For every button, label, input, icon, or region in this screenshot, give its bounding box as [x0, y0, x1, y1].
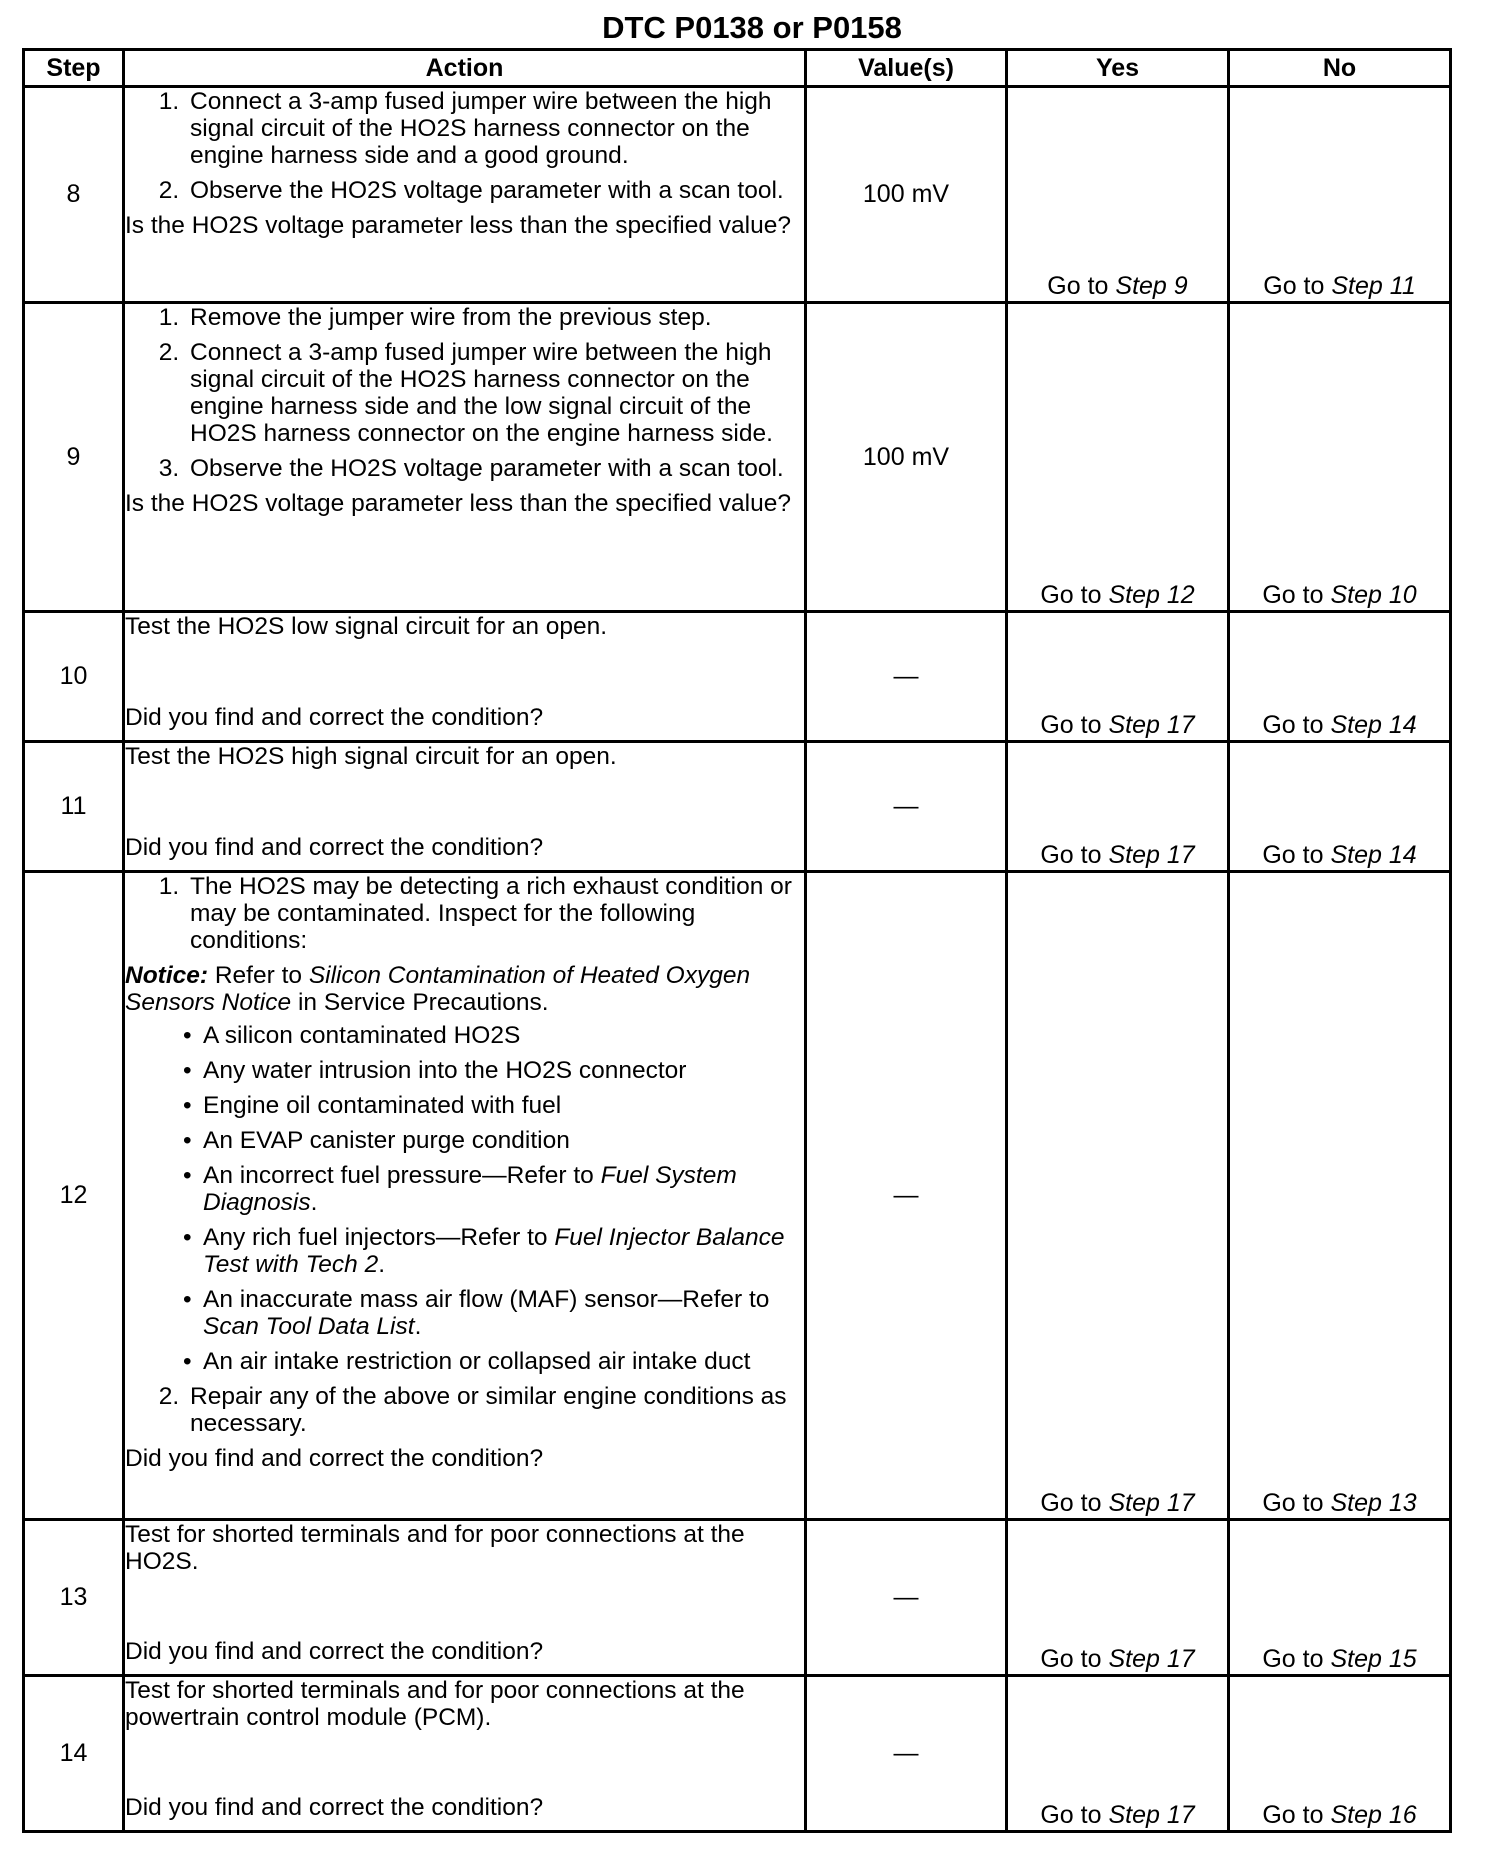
step-number: 13: [24, 1520, 124, 1676]
no-cell: [1229, 1676, 1451, 1832]
action-item: 2. Connect a 3-amp fused jumper wire between the high signal circuit of the HO2S harness connector on the engine harness side and the low signal circuit of the HO2S harness connector on the engine harness side.: [186, 339, 804, 447]
condition-list: [125, 1022, 804, 1375]
action-question: Did you find and correct the condition?: [125, 1445, 544, 1472]
yes-cell: [1007, 303, 1229, 612]
step-word: Step: [1108, 1489, 1160, 1517]
list-item: • A silicon contaminated HO2S: [183, 1022, 804, 1049]
step-word: Step: [1108, 1645, 1160, 1673]
reference-fuel-system-diagnosis[interactable]: Fuel System Diagnosis: [203, 1162, 737, 1216]
action-list: [125, 1383, 804, 1437]
step-number: 12: [24, 872, 124, 1520]
no-cell: [1229, 872, 1451, 1520]
table-row: [24, 87, 1451, 303]
action-question: Did you find and correct the condition?: [125, 1794, 544, 1821]
action-list: [125, 873, 804, 954]
step-word: Step: [1330, 1801, 1382, 1829]
step-number: 8: [24, 87, 124, 303]
action-question: Is the HO2S voltage parameter less than the specified value?: [125, 490, 791, 517]
no-cell: [1229, 1520, 1451, 1676]
step-word: Step: [1115, 272, 1167, 300]
no-cell: [1229, 742, 1451, 872]
step-word: Step: [1330, 1489, 1382, 1517]
yes-cell: [1007, 87, 1229, 303]
notice-reference[interactable]: Silicon Contamination of Heated Oxygen Sensors Notice: [125, 962, 751, 1016]
action-list: [125, 88, 804, 204]
no-cell: [1229, 303, 1451, 612]
notice: [125, 962, 804, 1016]
notice-text: in Service Precautions.: [297, 989, 549, 1016]
yes-step-link[interactable]: 9: [1173, 272, 1188, 300]
goto-text: Go to: [1263, 272, 1325, 300]
table-row: [24, 1676, 1451, 1832]
goto-text: Go to: [1040, 1489, 1102, 1517]
goto-text: Go to: [1040, 841, 1102, 869]
yes-step-link[interactable]: 17: [1166, 1801, 1195, 1829]
goto-text: Go to: [1262, 841, 1324, 869]
list-item-text: An inaccurate mass air flow (MAF) sensor—Refer to: [203, 1286, 770, 1313]
step-word: Step: [1330, 841, 1382, 869]
value-cell: —: [806, 612, 1007, 742]
header-yes: Yes: [1007, 50, 1229, 87]
action-question: Is the HO2S voltage parameter less than the specified value?: [125, 212, 791, 239]
list-item: • Any water intrusion into the HO2S connector: [183, 1057, 804, 1084]
step-word: Step: [1108, 841, 1160, 869]
list-item: • An inaccurate mass air flow (MAF) sensor—Refer to Scan Tool Data List.: [183, 1286, 804, 1340]
yes-step-link[interactable]: 17: [1166, 1645, 1195, 1673]
reference-fuel-injector-balance-test[interactable]: Fuel Injector Balance Test with Tech 2: [203, 1224, 785, 1278]
no-step-link[interactable]: 10: [1388, 581, 1417, 609]
table-row: [24, 1520, 1451, 1676]
step-number: 9: [24, 303, 124, 612]
header-action: Action: [124, 50, 806, 87]
action-question: Did you find and correct the condition?: [125, 1638, 544, 1665]
step-number: 14: [24, 1676, 124, 1832]
action-item: 2. Repair any of the above or similar engine conditions as necessary.: [186, 1383, 804, 1437]
action-cell: [124, 872, 806, 1520]
no-cell: [1229, 612, 1451, 742]
action-text: Test the HO2S high signal circuit for an open.: [125, 743, 617, 770]
step-word: Step: [1330, 711, 1382, 739]
yes-step-link[interactable]: 17: [1166, 1489, 1195, 1517]
header-no: No: [1229, 50, 1451, 87]
step-word: Step: [1330, 1645, 1382, 1673]
header-step: Step: [24, 50, 124, 87]
step-word: Step: [1330, 581, 1382, 609]
action-text: Test for shorted terminals and for poor connections at the powertrain control module (PCM).: [125, 1677, 745, 1731]
value-cell: —: [806, 1520, 1007, 1676]
yes-step-link[interactable]: 12: [1166, 581, 1195, 609]
table-row: [24, 303, 1451, 612]
action-text: Test for shorted terminals and for poor connections at the HO2S.: [125, 1521, 745, 1575]
list-item: • An incorrect fuel pressure—Refer to Fuel System Diagnosis.: [183, 1162, 804, 1216]
action-cell: [124, 87, 806, 303]
list-item-text: Any rich fuel injectors—Refer to: [203, 1224, 548, 1251]
action-text: Test the HO2S low signal circuit for an open.: [125, 613, 608, 640]
step-number: 10: [24, 612, 124, 742]
diagnostic-table: [22, 48, 1452, 1833]
list-item: • An EVAP canister purge condition: [183, 1127, 804, 1154]
value-cell: —: [806, 742, 1007, 872]
header-values: Value(s): [806, 50, 1007, 87]
goto-text: Go to: [1047, 272, 1109, 300]
notice-text: Refer to: [214, 962, 303, 989]
reference-scan-tool-data-list[interactable]: Scan Tool Data List: [203, 1313, 415, 1340]
action-cell: [124, 1676, 806, 1832]
action-item: 1. Remove the jumper wire from the previous step.: [186, 304, 804, 331]
value-cell: 100 mV: [806, 303, 1007, 612]
action-cell: [124, 303, 806, 612]
action-cell: [124, 612, 806, 742]
yes-cell: [1007, 1520, 1229, 1676]
step-word: Step: [1331, 272, 1383, 300]
value-cell: —: [806, 872, 1007, 1520]
no-step-link[interactable]: 15: [1388, 1645, 1417, 1673]
action-question: Did you find and correct the condition?: [125, 834, 544, 861]
action-item: 1. The HO2S may be detecting a rich exhaust condition or may be contaminated. Inspect for the following conditions:: [186, 873, 804, 954]
action-item: 3. Observe the HO2S voltage parameter with a scan tool.: [186, 455, 804, 482]
yes-step-link[interactable]: 17: [1166, 841, 1195, 869]
yes-cell: [1007, 1676, 1229, 1832]
goto-text: Go to: [1262, 581, 1324, 609]
goto-text: Go to: [1262, 711, 1324, 739]
goto-text: Go to: [1040, 1801, 1102, 1829]
header-row: [24, 50, 1451, 87]
yes-step-link[interactable]: 17: [1166, 711, 1195, 739]
action-cell: [124, 742, 806, 872]
yes-cell: [1007, 612, 1229, 742]
no-cell: [1229, 87, 1451, 303]
action-question: Did you find and correct the condition?: [125, 704, 544, 731]
page-title: DTC P0138 or P0158: [602, 10, 902, 45]
step-word: Step: [1108, 581, 1160, 609]
no-step-link[interactable]: 14: [1388, 711, 1417, 739]
value-cell: —: [806, 1676, 1007, 1832]
no-step-link[interactable]: 11: [1389, 272, 1416, 300]
yes-cell: [1007, 872, 1229, 1520]
goto-text: Go to: [1262, 1645, 1324, 1673]
goto-text: Go to: [1040, 1645, 1102, 1673]
no-step-link[interactable]: 14: [1388, 841, 1417, 869]
list-item: • Any rich fuel injectors—Refer to Fuel Injector Balance Test with Tech 2.: [183, 1224, 804, 1278]
table-row: [24, 612, 1451, 742]
list-item: • Engine oil contaminated with fuel: [183, 1092, 804, 1119]
table-row: [24, 872, 1451, 1520]
no-step-link[interactable]: 16: [1388, 1801, 1417, 1829]
table-row: [24, 742, 1451, 872]
value-cell: 100 mV: [806, 87, 1007, 303]
goto-text: Go to: [1262, 1801, 1324, 1829]
action-item: 2. Observe the HO2S voltage parameter with a scan tool.: [186, 177, 804, 204]
yes-cell: [1007, 742, 1229, 872]
notice-label: Notice:: [125, 962, 209, 989]
step-word: Step: [1108, 711, 1160, 739]
list-item-text: An incorrect fuel pressure—Refer to: [203, 1162, 594, 1189]
action-item: 1. Connect a 3-amp fused jumper wire between the high signal circuit of the HO2S harness connector on the engine harness side and a good ground.: [186, 88, 804, 169]
goto-text: Go to: [1262, 1489, 1324, 1517]
list-item: • An air intake restriction or collapsed air intake duct: [183, 1348, 804, 1375]
no-step-link[interactable]: 13: [1388, 1489, 1417, 1517]
step-number: 11: [24, 742, 124, 872]
step-word: Step: [1108, 1801, 1160, 1829]
goto-text: Go to: [1040, 711, 1102, 739]
action-list: [125, 304, 804, 482]
action-cell: [124, 1520, 806, 1676]
goto-text: Go to: [1040, 581, 1102, 609]
